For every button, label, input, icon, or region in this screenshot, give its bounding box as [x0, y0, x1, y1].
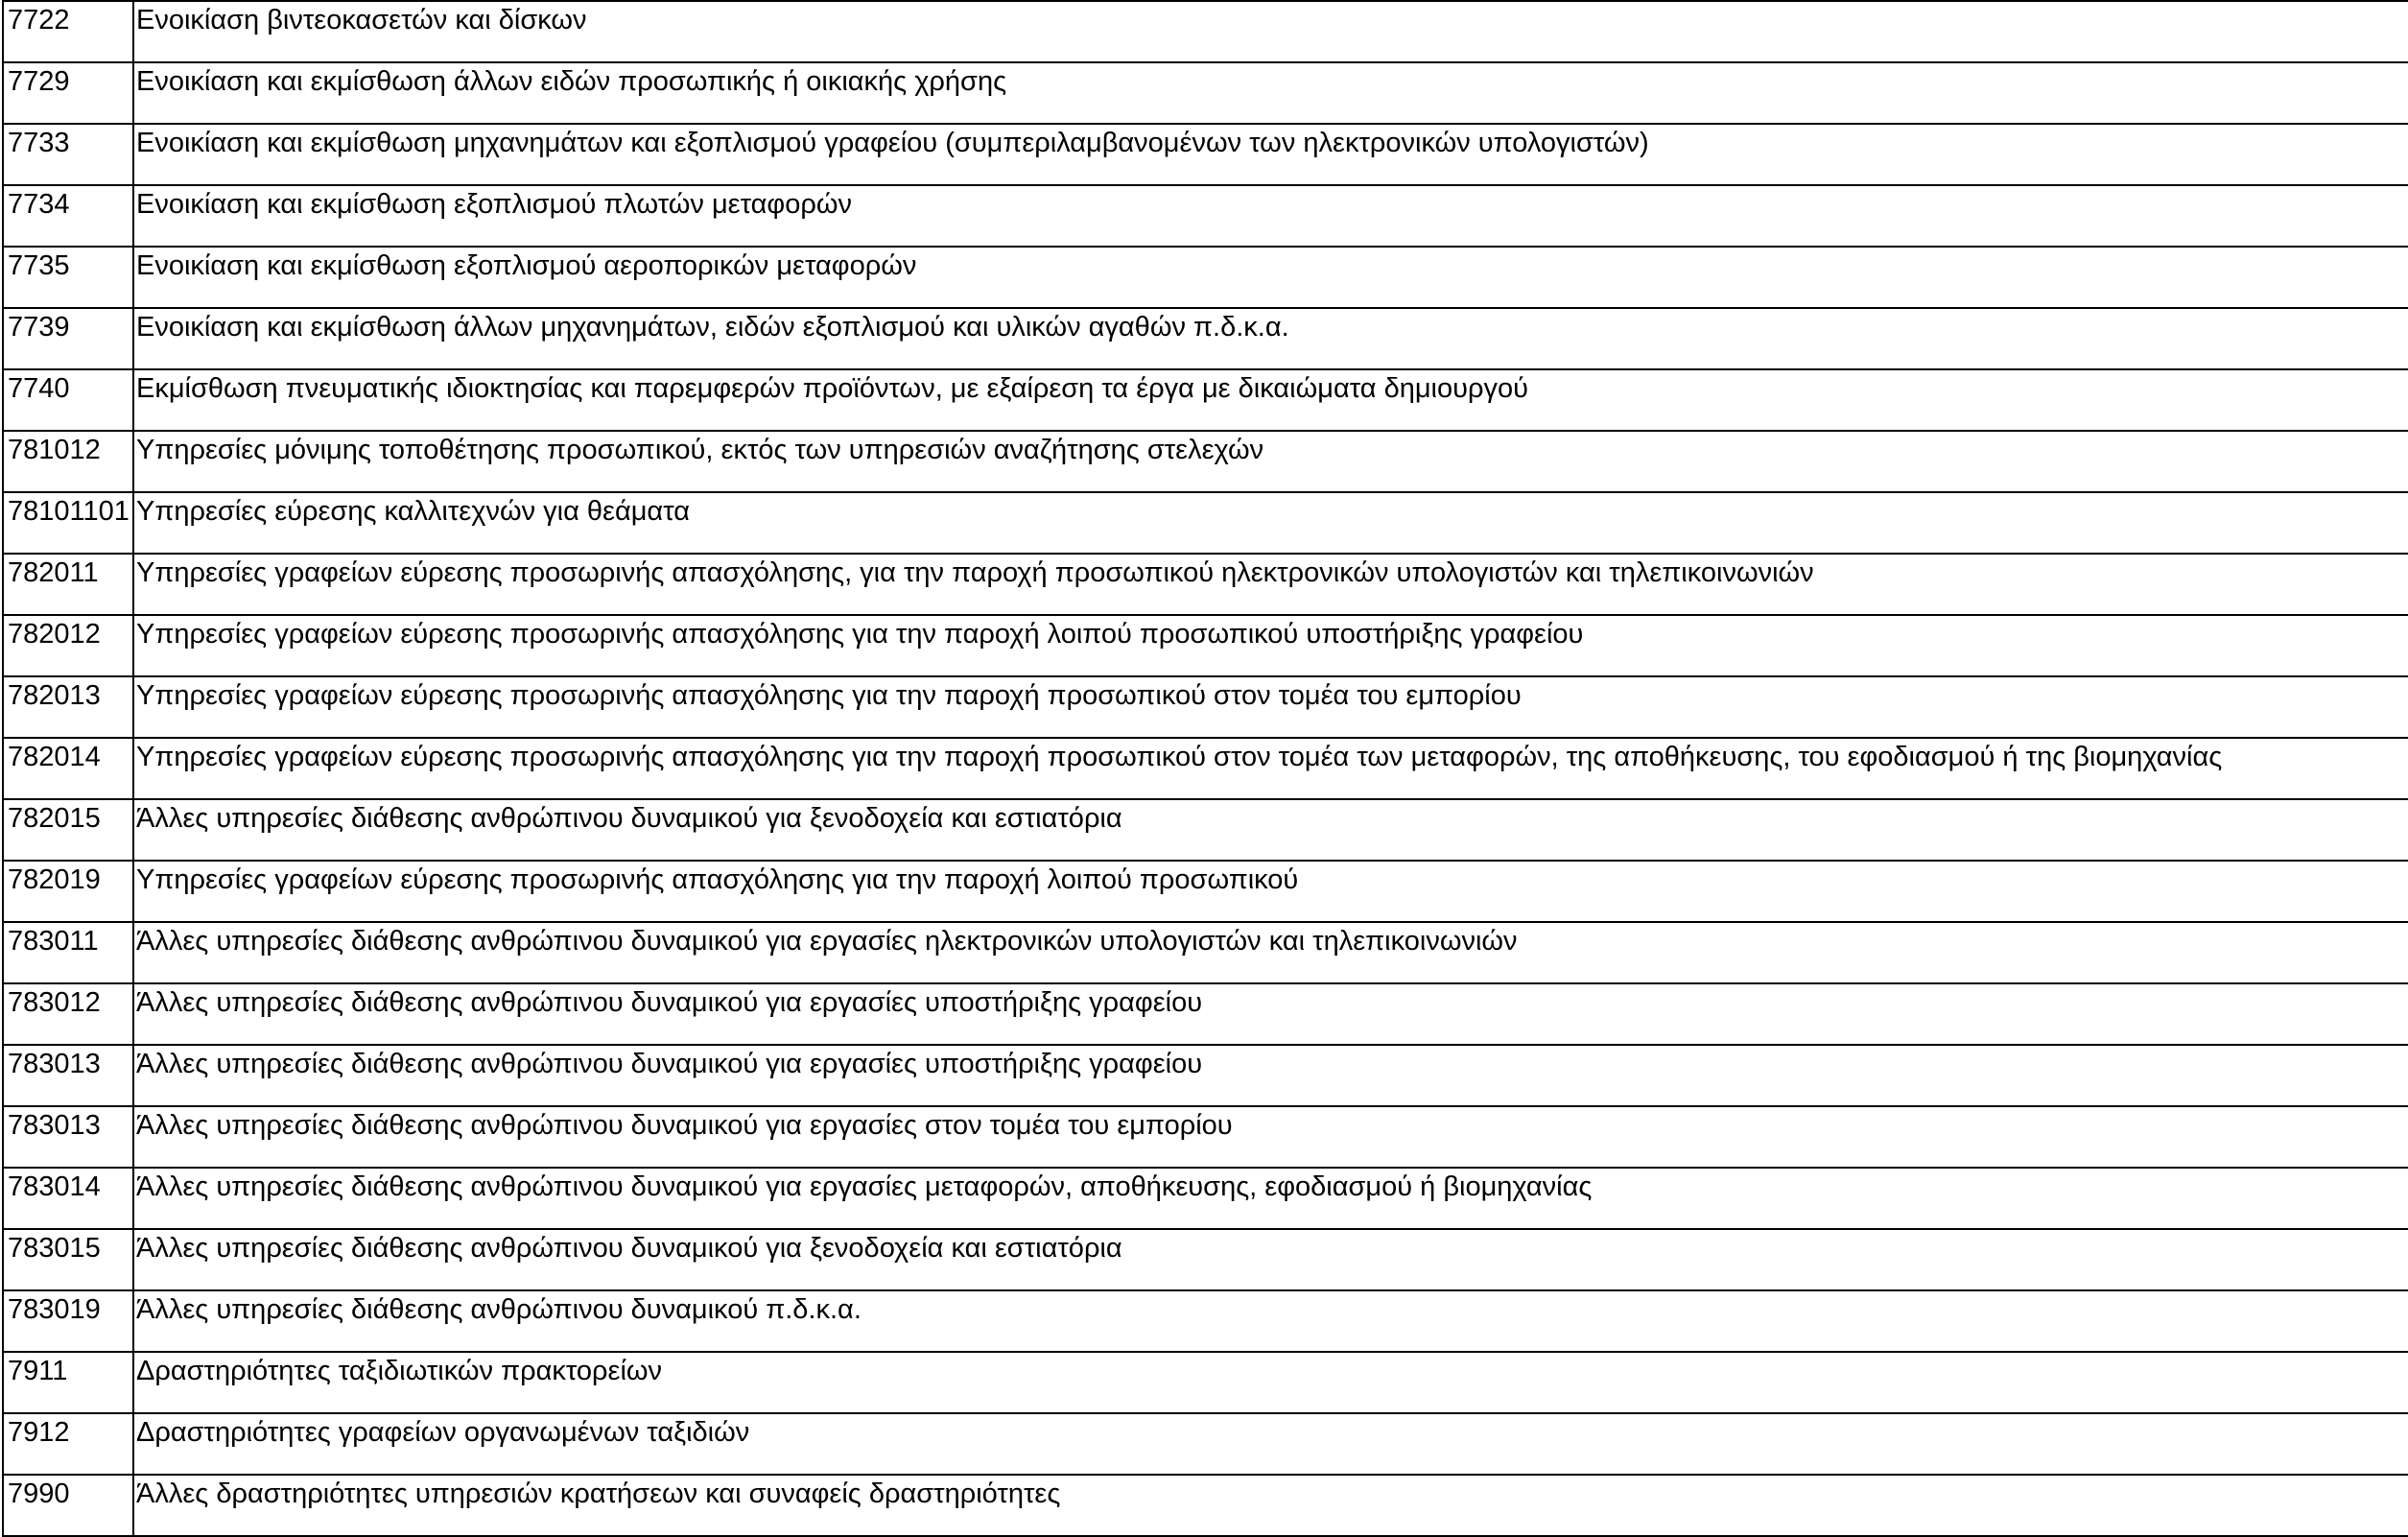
activity-description-cell: Άλλες υπηρεσίες διάθεσης ανθρώπινου δυναμικού για εργασίες υποστήριξης γραφείου	[133, 983, 2408, 1045]
activity-description-cell: Υπηρεσίες μόνιμης τοποθέτησης προσωπικού, εκτός των υπηρεσιών αναζήτησης στελεχών	[133, 431, 2408, 492]
table-row	[3, 1475, 2408, 1536]
activity-description-cell: Ενοικίαση και εκμίσθωση άλλων ειδών προσωπικής ή οικιακής χρήσης	[133, 62, 2408, 124]
activity-codes-table	[2, 0, 2408, 1537]
activity-code-cell: 783013	[3, 1106, 133, 1168]
activity-description-cell: Ενοικίαση βιντεοκασετών και δίσκων	[133, 1, 2408, 62]
table-row	[3, 983, 2408, 1045]
table-row	[3, 62, 2408, 124]
table-row	[3, 1413, 2408, 1475]
table-row	[3, 308, 2408, 369]
activity-description-cell: Υπηρεσίες γραφείων εύρεσης προσωρινής απασχόλησης για την παροχή λοιπού προσωπικού υποστήριξης γραφείου	[133, 615, 2408, 676]
table-row	[3, 492, 2408, 554]
activity-description-cell: Ενοικίαση και εκμίσθωση μηχανημάτων και εξοπλισμού γραφείου (συμπεριλαμβανομένων των ηλεκτρονικών υπολογιστών)	[133, 124, 2408, 185]
activity-code-cell: 7911	[3, 1352, 133, 1413]
table-row	[3, 738, 2408, 799]
activity-code-cell: 781012	[3, 431, 133, 492]
activity-code-cell: 782014	[3, 738, 133, 799]
activity-description-cell: Άλλες υπηρεσίες διάθεσης ανθρώπινου δυναμικού π.δ.κ.α.	[133, 1290, 2408, 1352]
activity-description-cell: Άλλες υπηρεσίες διάθεσης ανθρώπινου δυναμικού για εργασίες ηλεκτρονικών υπολογιστών και τηλεπικοινωνιών	[133, 922, 2408, 983]
activity-code-cell: 783012	[3, 983, 133, 1045]
activity-description-cell: Ενοικίαση και εκμίσθωση εξοπλισμού αεροπορικών μεταφορών	[133, 247, 2408, 308]
table-row	[3, 124, 2408, 185]
activity-code-cell: 783019	[3, 1290, 133, 1352]
table-row	[3, 1290, 2408, 1352]
activity-description-cell: Ενοικίαση και εκμίσθωση εξοπλισμού πλωτών μεταφορών	[133, 185, 2408, 247]
activity-description-cell: Υπηρεσίες γραφείων εύρεσης προσωρινής απασχόλησης για την παροχή προσωπικού στον τομέα των μεταφορών, της αποθήκευσης, του εφοδιασμού ή της βιομηχανίας	[133, 738, 2408, 799]
table-row	[3, 1352, 2408, 1413]
activity-description-cell: Υπηρεσίες γραφείων εύρεσης προσωρινής απασχόλησης για την παροχή προσωπικού στον τομέα του εμπορίου	[133, 676, 2408, 738]
activity-description-cell: Υπηρεσίες γραφείων εύρεσης προσωρινής απασχόλησης, για την παροχή προσωπικού ηλεκτρονικών υπολογιστών και τηλεπικοινωνιών	[133, 554, 2408, 615]
activity-description-cell: Άλλες υπηρεσίες διάθεσης ανθρώπινου δυναμικού για ξενοδοχεία και εστιατόρια	[133, 799, 2408, 861]
activity-code-cell: 7735	[3, 247, 133, 308]
activity-code-cell: 782012	[3, 615, 133, 676]
table-row	[3, 922, 2408, 983]
activity-code-cell: 7722	[3, 1, 133, 62]
table-row	[3, 861, 2408, 922]
activity-code-cell: 7740	[3, 369, 133, 431]
table-row	[3, 615, 2408, 676]
activity-code-cell: 782013	[3, 676, 133, 738]
table-row	[3, 799, 2408, 861]
activity-description-cell: Άλλες υπηρεσίες διάθεσης ανθρώπινου δυναμικού για εργασίες υποστήριξης γραφείου	[133, 1045, 2408, 1106]
activity-code-cell: 783014	[3, 1168, 133, 1229]
table-row	[3, 431, 2408, 492]
activity-code-cell: 782011	[3, 554, 133, 615]
activity-description-cell: Δραστηριότητες ταξιδιωτικών πρακτορείων	[133, 1352, 2408, 1413]
table-row	[3, 369, 2408, 431]
table-row	[3, 1045, 2408, 1106]
table-row	[3, 1229, 2408, 1290]
table-row	[3, 554, 2408, 615]
activity-description-cell: Άλλες υπηρεσίες διάθεσης ανθρώπινου δυναμικού για εργασίες στον τομέα του εμπορίου	[133, 1106, 2408, 1168]
activity-code-cell: 782015	[3, 799, 133, 861]
activity-code-cell: 783015	[3, 1229, 133, 1290]
table-row	[3, 247, 2408, 308]
activity-code-cell: 7729	[3, 62, 133, 124]
activity-description-cell: Εκμίσθωση πνευματικής ιδιοκτησίας και παρεμφερών προϊόντων, με εξαίρεση τα έργα με δικαιώματα δημιουργού	[133, 369, 2408, 431]
table-row	[3, 185, 2408, 247]
activity-description-cell: Δραστηριότητες γραφείων οργανωμένων ταξιδιών	[133, 1413, 2408, 1475]
activity-code-cell: 7734	[3, 185, 133, 247]
activity-description-cell: Άλλες υπηρεσίες διάθεσης ανθρώπινου δυναμικού για ξενοδοχεία και εστιατόρια	[133, 1229, 2408, 1290]
activity-code-cell: 78101101	[3, 492, 133, 554]
activity-codes-table-container	[2, 0, 2408, 1537]
activity-description-cell: Υπηρεσίες γραφείων εύρεσης προσωρινής απασχόλησης για την παροχή λοιπού προσωπικού	[133, 861, 2408, 922]
activity-code-cell: 783013	[3, 1045, 133, 1106]
table-row	[3, 1168, 2408, 1229]
table-row	[3, 1, 2408, 62]
table-body	[3, 1, 2408, 1536]
activity-code-cell: 7990	[3, 1475, 133, 1536]
table-row	[3, 676, 2408, 738]
activity-code-cell: 7733	[3, 124, 133, 185]
activity-code-cell: 782019	[3, 861, 133, 922]
activity-description-cell: Άλλες δραστηριότητες υπηρεσιών κρατήσεων και συναφείς δραστηριότητες	[133, 1475, 2408, 1536]
activity-description-cell: Άλλες υπηρεσίες διάθεσης ανθρώπινου δυναμικού για εργασίες μεταφορών, αποθήκευσης, εφοδιασμού ή βιομηχανίας	[133, 1168, 2408, 1229]
activity-description-cell: Ενοικίαση και εκμίσθωση άλλων μηχανημάτων, ειδών εξοπλισμού και υλικών αγαθών π.δ.κ.α.	[133, 308, 2408, 369]
activity-code-cell: 7739	[3, 308, 133, 369]
table-row	[3, 1106, 2408, 1168]
activity-description-cell: Υπηρεσίες εύρεσης καλλιτεχνών για θεάματα	[133, 492, 2408, 554]
activity-code-cell: 783011	[3, 922, 133, 983]
activity-code-cell: 7912	[3, 1413, 133, 1475]
